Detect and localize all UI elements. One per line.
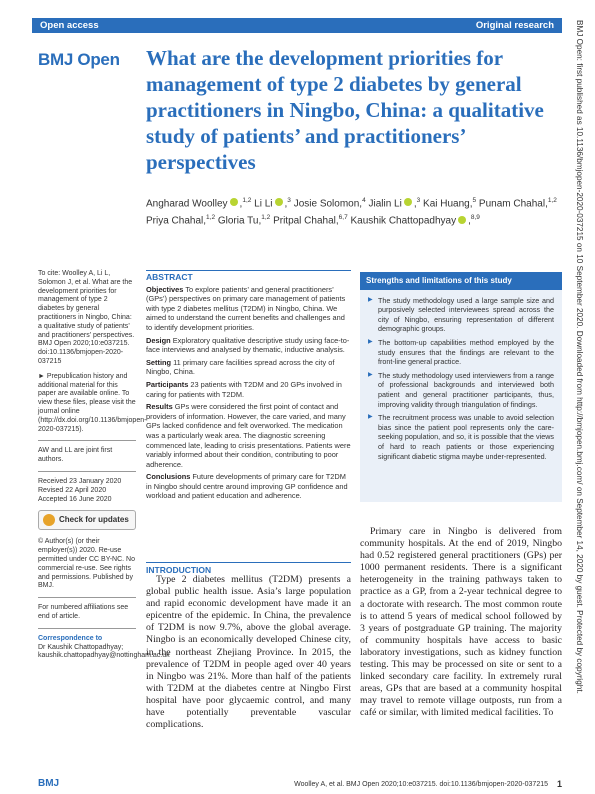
prepublication-note: ► Prepublication history and additional material for this paper are available online. To view these files, please visit the journal online (http://dx.doi.org/10.1136/bmjopen-2020-037215). [38,372,147,433]
author-name[interactable]: Kai Huang [423,198,470,210]
abstract-text: Exploratory qualitative descriptive study using face-to-face interviews and analysed by thematic, inductive analysis. [146,335,350,355]
author-name[interactable]: Pritpal Chahal [273,215,336,227]
abstract-label: Participants [146,379,189,389]
copyright-note: © Author(s) (or their employer(s)) 2020. Re-use permitted under CC BY-NC. No commercial re-use. See rights and permissions. Published by BMJ. [38,538,136,590]
revised-date: Revised 22 April 2020 [38,486,107,494]
abstract-text: Future developments of primary care for T2DM in Ningbo should centre around improving GP confidence and workload and patient education and adherence. [146,472,348,501]
abstract-section [146,380,351,399]
article-title: What are the development priorities for management of type 2 diabetes by general practitioners in Ningbo, China: a qualitative study of patients’ and practitioners’ perspectives [146,46,544,174]
abstract-text: 23 patients with T2DM and 20 GPs involved in caring for patients with T2DM. [146,379,342,399]
footer-citation: Woolley A, et al. BMJ Open 2020;10:e037215. doi:10.1136/bmjopen-2020-037215 [294,781,548,788]
bmj-footer-logo: BMJ [38,778,60,789]
orcid-icon[interactable] [230,198,238,206]
correspondence-heading: Correspondence to [38,634,103,642]
intro-paragraph-1: Type 2 diabetes mellitus (T2DM) presents a global public health issue. Asia’s large population and rapid economic development have made it an epicentre of the epidemic. In China, the prevalence of T2DM is now 9.7%, above the global average. Ningbo is an economically developed Chinese city, in the northeast Zhejiang Province. In 2015, the prevalence of T2DM in people aged over 40 years in Ningbo was 21%. More than half of the patients with T2DM at the diabetes centre at Ningbo First hospital have poor glycaemic control, and many have potentially preventable vascular complications. [146,574,351,731]
abstract-heading: ABSTRACT [146,270,351,283]
correspondence-contact[interactable]: Dr Kaushik Chattopadhyay; kaushik.chattopadhyay@nottingham.ac.uk [38,643,170,660]
open-access-label: Open access [40,20,99,31]
check-for-updates-button[interactable]: Check for updates [38,510,136,530]
strength-item: ▶ The recruitment process was unable to avoid selection bias since the patient pool represents only the care-seeking population, and so, it is possible that the views of hard to reach patients or those experiencing significant diabetic stigma maybe under-represented. [368,413,554,461]
author-affiliation: 4 [362,197,366,204]
body-column-left [146,574,351,731]
author-name[interactable]: Angharad Woolley [146,198,228,210]
joint-authors-note: AW and LL are joint first authors. [38,447,113,464]
strength-item: ▶ The bottom-up capabilities method employed by the study ensures that the findings are relevant to the front-line general practice. [368,338,554,367]
author-affiliation: 3 [287,197,291,204]
author-list: Angharad Woolley ,$^{1,2}$ Li Li ,$^3$ Josie Solomon,$^4$ Jialin Li ,$^3$ Kai Huang,$^5$ Punam Chahal,$^{1,2}$ Priya Chahal,$^{1,2}$ Gloria Tu,$^{1,2}$ Pritpal Chahal,$^{6,7}$ Kaushik Chattopadhyay ,$^{8,9}$ [146,197,557,227]
abstract-section [146,336,351,355]
author-name[interactable]: Li Li [254,198,273,210]
received-date: Received 23 January 2020 [38,477,122,485]
author-name[interactable]: Josie Solomon [293,198,360,210]
abstract [146,270,351,504]
author-affiliation: 1,2 [261,214,271,222]
author-name[interactable]: Kaushik Chattopadhyay [350,215,457,227]
author-affiliation: 1,2 [547,197,557,204]
strengths-heading: Strengths and limitations of this study [360,272,562,290]
abstract-label: Conclusions [146,472,191,482]
strength-item: ▶ The study methodology used interviewers from a range of professional backgrounds and interviewed both patient and general practitioner participants, thus, improving validity through triangulation of findings. [368,371,554,409]
author-affiliation: 1,2 [206,214,216,222]
strength-item: ▶ The study methodology used a large sample size and purposively selected interviewees spread across the city of Ningbo, ensuring representation of different demographic groups. [368,296,554,334]
accepted-date: Accepted 16 June 2020 [38,495,112,503]
download-note-text: BMJ Open: first published as 10.1136/bmjopen-2020-037215 on 10 September 2020. Downloaded from http://bmjopen.bmj.com/ on September 14, 2020 by guest. Protected by copyright. [575,20,584,694]
author-affiliation: 8,9 [470,214,480,222]
author-affiliation: 5 [472,197,477,204]
abstract-label: Objectives [146,284,184,294]
author-name[interactable]: Punam Chahal [478,198,546,210]
abstract-text: 11 primary care facilities spread across the city of Ningbo, China. [146,357,335,377]
abstract-label: Results [146,402,173,412]
author-affiliation: 6,7 [338,214,348,222]
page-footer [32,780,562,792]
affiliations-note: For numbered affiliations see end of article. [38,604,129,620]
intro-paragraph-2: Primary care in Ningbo is delivered from community hospitals. At the end of 2019, Ningbo had 0.52 registered general practitioners (GPs) per 1000 permanent residents. There is a significant heterogeneity in the training pathways taken to practice as a GP, from a 2-year technical degree to a doctorate with research. The most common route is to attend 5 years of medical school followed by 3 years of postgraduate GP training. The majority of community hospitals have access to basic laboratory investigations, such as kidney function testing. This may be processed on site or sent to a linked secondary care facility. In extremely rural areas, GPs that are based at a community hospital may travel to remote village outposts, run from a café or similar, with limited medical facilities. To [360,526,562,719]
strengths-list [360,290,562,462]
author-affiliation: 3 [416,197,421,204]
article-type-label: Original research [475,20,554,31]
bmj-open-logo: BMJ Open [38,50,120,69]
strengths-limitations-box [360,272,562,502]
cite-info: To cite: Woolley A, Li L, Solomon J, et al. What are the development priorities for management of type 2 diabetes by general practitioners in Ningbo, China: a qualitative study of patients’ and practitioners’ perspectives. BMJ Open 2020;10:e037215. doi:10.1136/bmjopen-2020-037215 [38,270,135,365]
abstract-text: To explore patients’ and general practitioners’ (GPs’) perspectives on primary care management of patients with type 2 diabetes mellitus (T2DM) in Ningbo, China. We aimed to understand the current benefits and challenges and to identify development priorities. [146,284,346,332]
introduction-heading: INTRODUCTION [146,562,351,575]
abstract-text: GPs were considered the first point of contact and providers of information. However, the care varied, and many GPs lacked confidence and felt overworked. The medication was a particularly weak area. The diagnostic screening commenced late, leading to crisis presentations. Patients were variably informed about their condition, contributing to poor adherence. [146,402,351,469]
author-affiliation: 1,2 [242,197,252,204]
vertical-download-note [572,20,586,780]
abstract-section [146,472,351,501]
author-name[interactable]: Priya Chahal [146,215,204,227]
abstract-label: Design [146,335,171,345]
page-number: 1 [556,779,562,789]
orcid-icon[interactable] [275,198,283,206]
orcid-icon[interactable] [458,216,466,224]
journal-header-bar [32,18,562,33]
author-name[interactable]: Jialin Li [368,198,402,210]
abstract-section [146,402,351,469]
abstract-label: Setting [146,357,172,367]
abstract-section [146,358,351,377]
body-column-right [360,526,562,720]
orcid-icon[interactable] [404,198,412,206]
author-name[interactable]: Gloria Tu [217,215,259,227]
abstract-section [146,285,351,333]
